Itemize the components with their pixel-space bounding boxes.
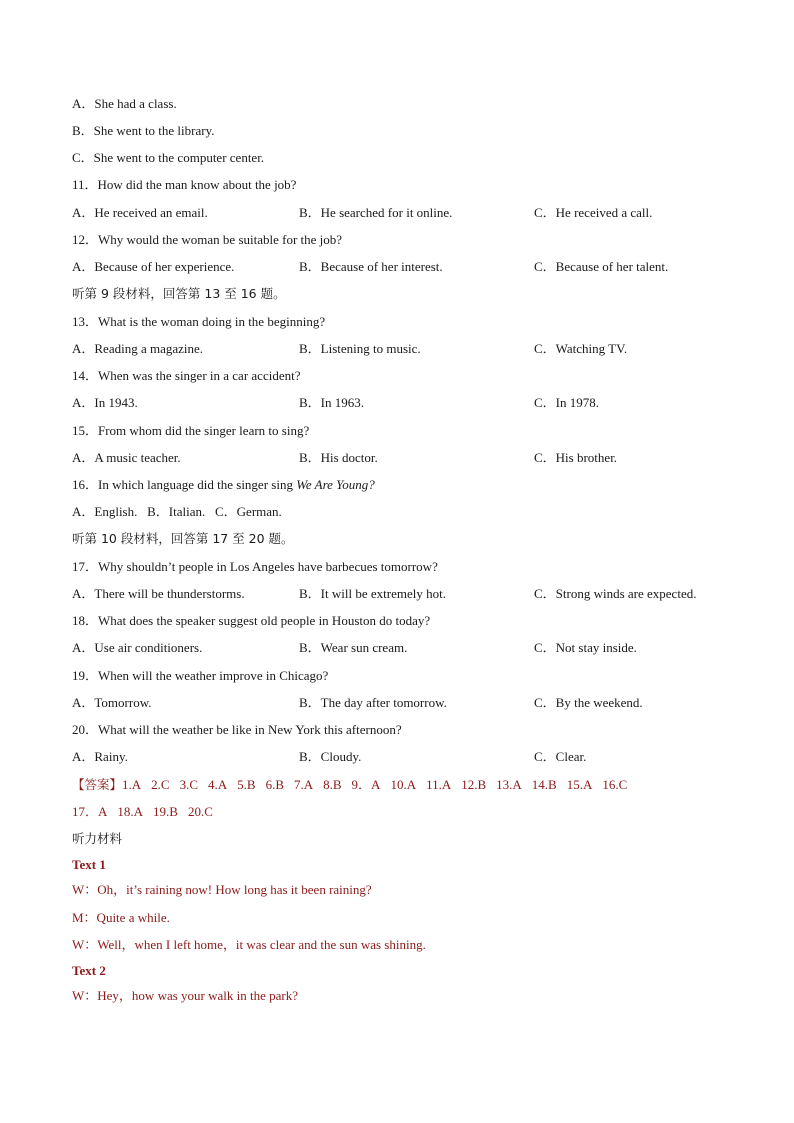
q20-option-b: B．Cloudy. bbox=[299, 749, 362, 764]
q15-question: 15．From whom did the singer learn to sing? bbox=[72, 423, 310, 438]
q14-option-b: B．In 1963. bbox=[299, 395, 365, 410]
q17-question: 17．Why shouldn’t people in Los Angeles have barbecues tomorrow? bbox=[72, 559, 438, 574]
q14-option-c: C．In 1978. bbox=[534, 395, 600, 410]
answer-key-line-2 bbox=[72, 804, 223, 820]
q16-options: A．English. B．Italian. C．German. bbox=[72, 504, 282, 519]
text2-title: Text 2 bbox=[72, 963, 106, 978]
q12-option-a: A．Because of her experience. bbox=[72, 259, 235, 274]
answer-item: 1.A bbox=[122, 777, 142, 792]
q17-option-a: A．There will be thunderstorms. bbox=[72, 586, 245, 601]
text1-line: M：Quite a while. bbox=[72, 910, 170, 925]
q13-option-a: A．Reading a magazine. bbox=[72, 341, 204, 356]
section-10-heading: 听第 10 段材料，回答第 17 至 20 题。 bbox=[72, 531, 294, 546]
answer-item: 7.A bbox=[293, 777, 314, 792]
text1-line: W：Oh，it’s raining now! How long has it been raining? bbox=[72, 882, 372, 897]
q16-song-title: We Are Young? bbox=[296, 477, 375, 492]
answer-item: 13.A bbox=[496, 777, 522, 792]
q11-option-c: C．He received a call. bbox=[534, 205, 653, 220]
q11-option-b: B．He searched for it online. bbox=[299, 205, 453, 220]
text1-line: W：Well，when I left home，it was clear and the sun was shining. bbox=[72, 937, 426, 952]
q16-question bbox=[72, 477, 375, 493]
answer-item: 3.C bbox=[179, 777, 198, 792]
text2-line: W：Hey，how was your walk in the park? bbox=[72, 988, 298, 1003]
q19-option-a: A．Tomorrow. bbox=[72, 695, 152, 710]
q19-option-c: C．By the weekend. bbox=[534, 695, 643, 710]
q10-option-b: B．She went to the library. bbox=[72, 123, 215, 138]
answer-item: 15.A bbox=[566, 777, 593, 792]
q20-option-c: C．Clear. bbox=[534, 749, 587, 764]
answer-item: 10.A bbox=[390, 777, 417, 792]
q12-option-b: B．Because of her interest. bbox=[299, 259, 443, 274]
q18-option-a: A．Use air conditioners. bbox=[72, 640, 203, 655]
answer-item: 12.B bbox=[461, 777, 487, 792]
q13-option-c: C．Watching TV. bbox=[534, 341, 628, 356]
q12-question: 12．Why would the woman be suitable for the job? bbox=[72, 232, 343, 247]
answer-item: 14.B bbox=[531, 777, 557, 792]
answer-item: 19.B bbox=[153, 804, 178, 819]
answer-item: 4.A bbox=[208, 777, 228, 792]
q13-option-b: B．Listening to music. bbox=[299, 341, 421, 356]
q11-option-a: A．He received an email. bbox=[72, 205, 208, 220]
q19-option-b: B．The day after tomorrow. bbox=[299, 695, 447, 710]
q20-question: 20．What will the weather be like in New York this afternoon? bbox=[72, 722, 402, 737]
q18-question: 18．What does the speaker suggest old people in Houston do today? bbox=[72, 613, 431, 628]
answer-item: 11.A bbox=[426, 777, 452, 792]
answer-item: 17．A bbox=[72, 804, 108, 819]
listening-material-heading: 听力材料 bbox=[72, 831, 123, 846]
answer-key-line-1 bbox=[72, 777, 637, 793]
answer-label: 【答案】 bbox=[72, 777, 123, 792]
answer-item: 18.A bbox=[117, 804, 144, 819]
answer-item: 5.B bbox=[237, 777, 256, 792]
q16-question-text: 16．In which language did the singer sing bbox=[72, 477, 297, 492]
q19-question: 19．When will the weather improve in Chicago? bbox=[72, 668, 329, 683]
q13-question: 13．What is the woman doing in the beginning? bbox=[72, 314, 326, 329]
q15-option-a: A．A music teacher. bbox=[72, 450, 181, 465]
answer-item: 20.C bbox=[187, 804, 213, 819]
answer-item: 9．A bbox=[351, 777, 381, 792]
q11-question: 11．How did the man know about the job? bbox=[72, 177, 297, 192]
q15-option-b: B．His doctor. bbox=[299, 450, 378, 465]
q20-option-a: A．Rainy. bbox=[72, 749, 128, 764]
q14-question: 14．When was the singer in a car accident? bbox=[72, 368, 301, 383]
q17-option-c: C．Strong winds are expected. bbox=[534, 586, 697, 601]
section-9-heading: 听第 9 段材料，回答第 13 至 16 题。 bbox=[72, 286, 286, 301]
q18-option-b: B．Wear sun cream. bbox=[299, 640, 408, 655]
answer-item: 2.C bbox=[151, 777, 170, 792]
q10-option-c: C．She went to the computer center. bbox=[72, 150, 265, 165]
text1-title: Text 1 bbox=[72, 857, 106, 872]
q12-option-c: C．Because of her talent. bbox=[534, 259, 669, 274]
answer-item: 6.B bbox=[265, 777, 284, 792]
q18-option-c: C．Not stay inside. bbox=[534, 640, 637, 655]
q14-option-a: A．In 1943. bbox=[72, 395, 138, 410]
q10-option-a: A．She had a class. bbox=[72, 96, 177, 111]
answer-item: 8.B bbox=[323, 777, 342, 792]
q15-option-c: C．His brother. bbox=[534, 450, 618, 465]
answer-item: 16.C bbox=[602, 777, 628, 792]
q17-option-b: B．It will be extremely hot. bbox=[299, 586, 446, 601]
